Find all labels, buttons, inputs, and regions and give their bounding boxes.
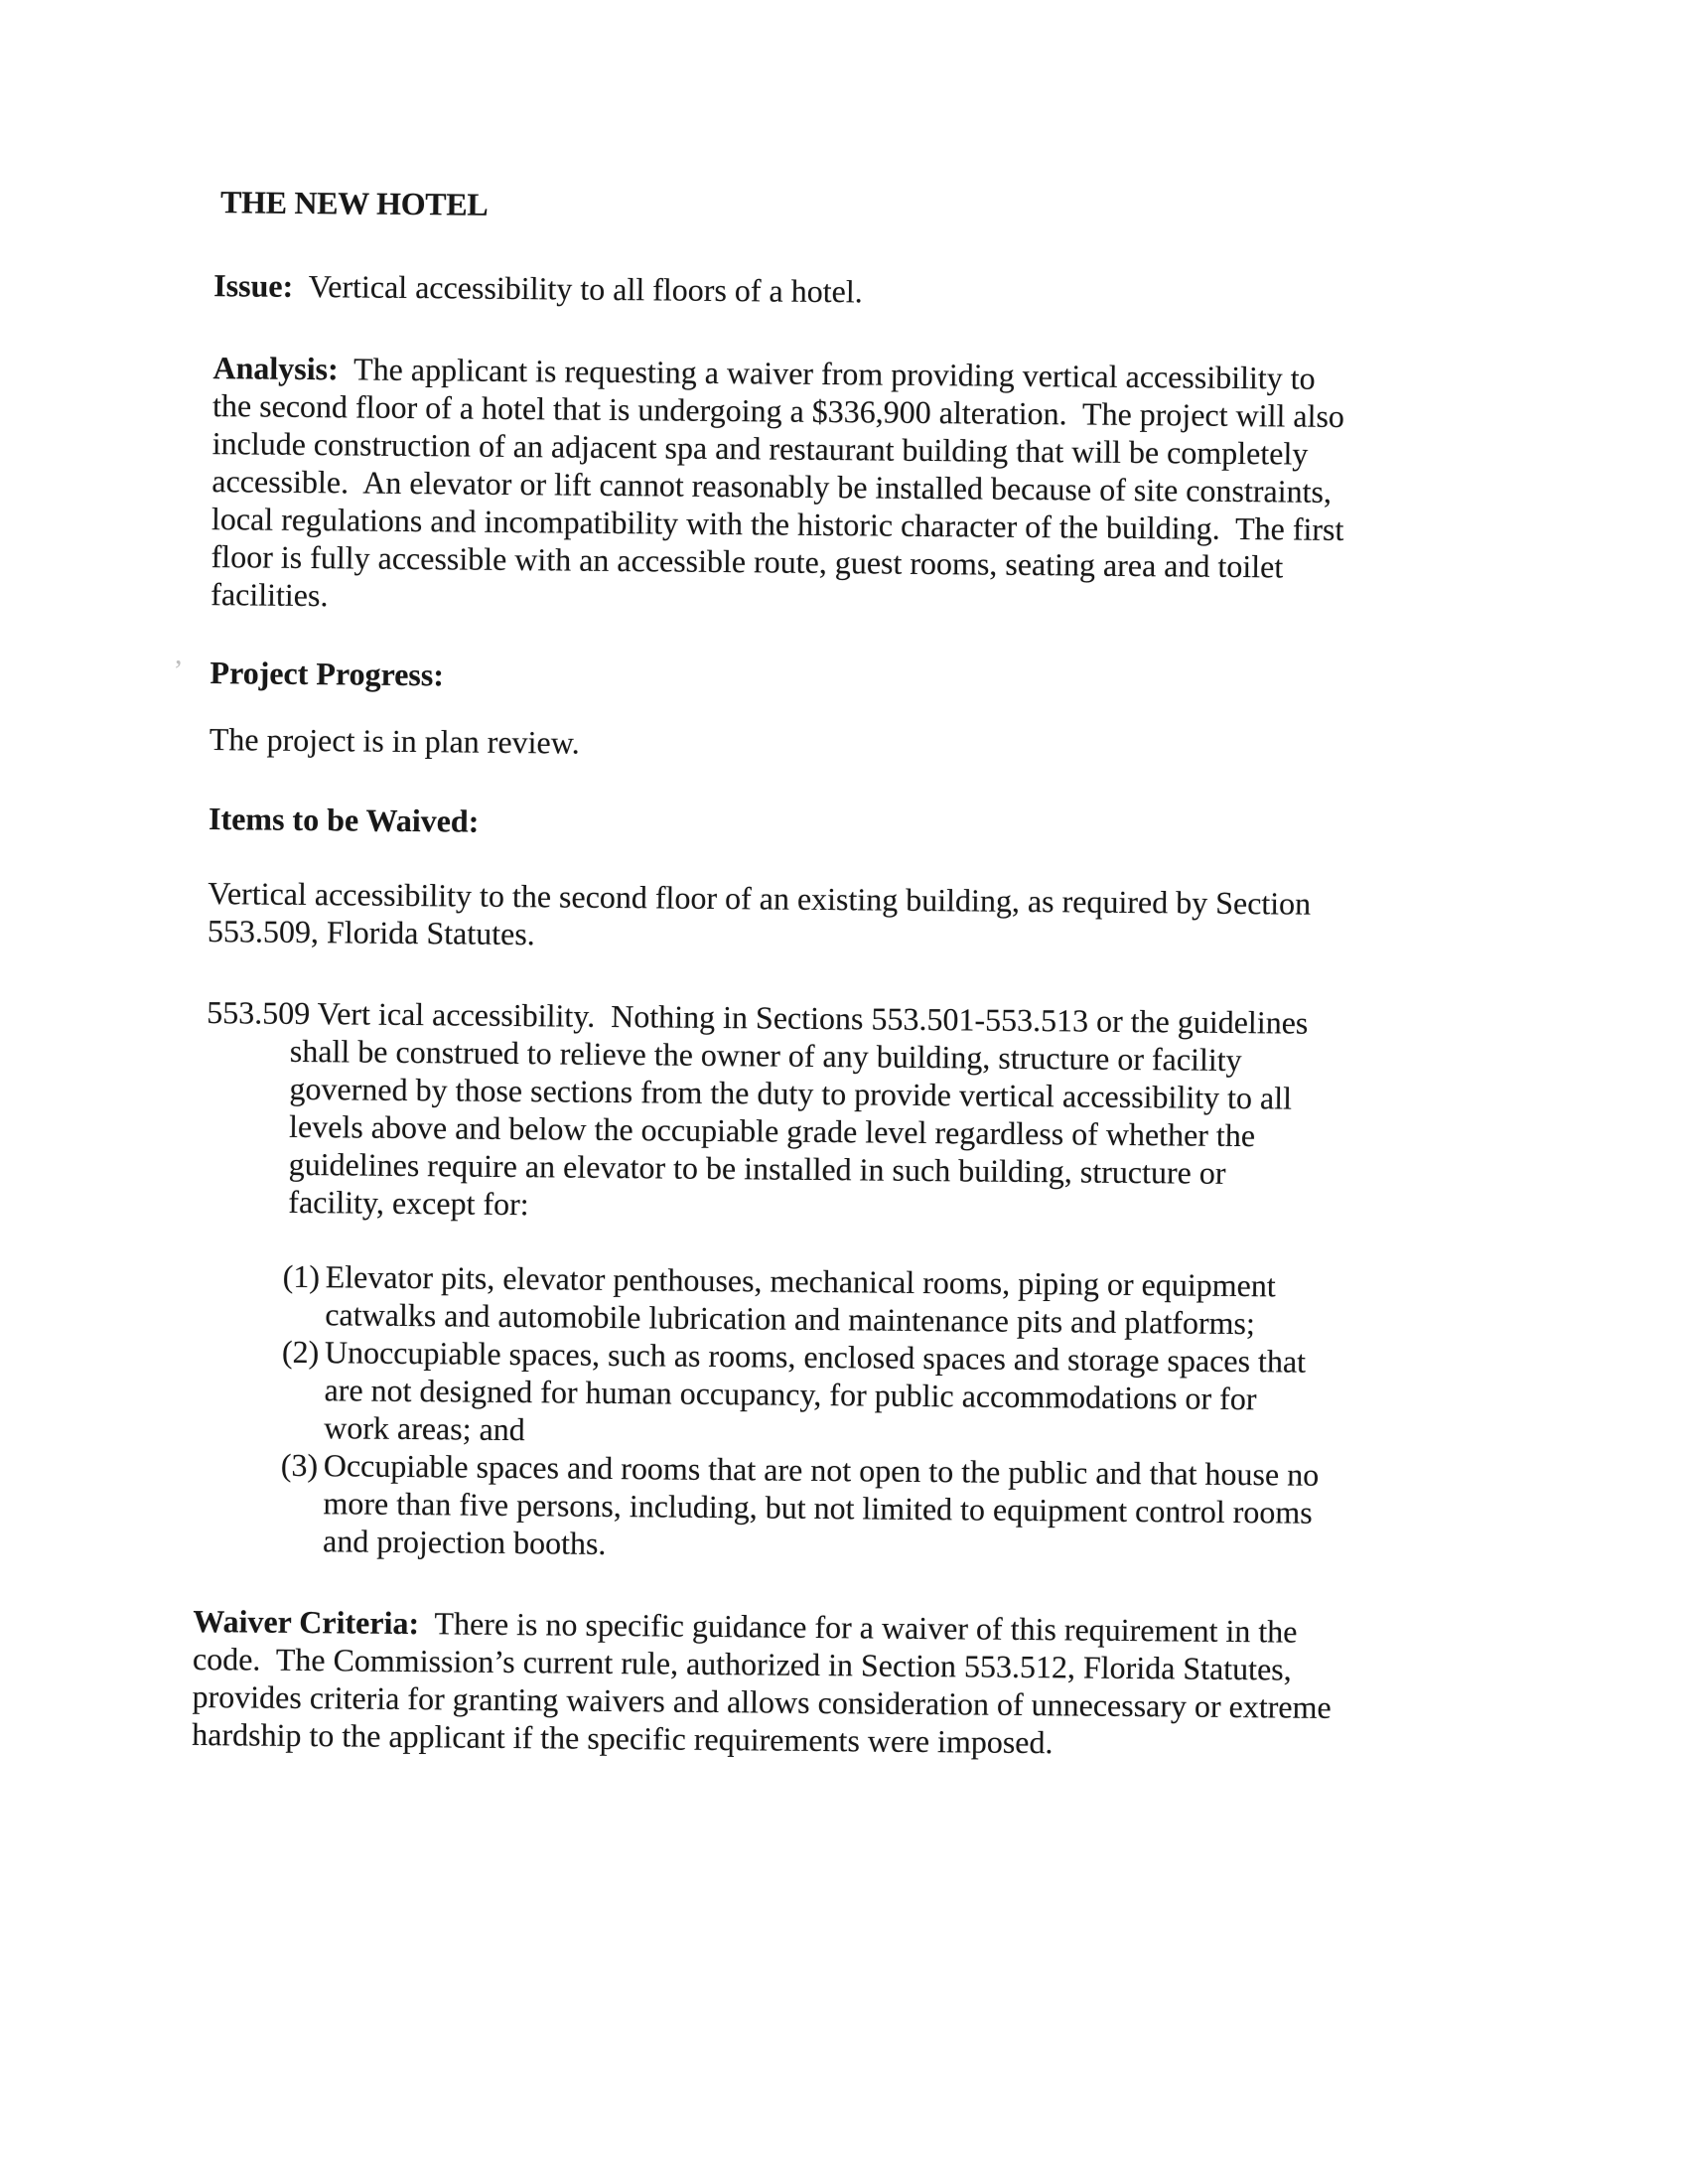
analysis-line: accessible. An elevator or lift cannot reasonably be installed because of site constraints, (211, 463, 1333, 510)
analysis-paragraph (211, 349, 1684, 627)
analysis-line: include construction of an adjacent spa and restaurant building that will be completely (211, 425, 1309, 472)
issue-text: Vertical accessibility to all floors of a hotel. (293, 267, 863, 310)
list-item-text: Unoccupiable spaces, such as rooms, enclosed spaces and storage spaces that (324, 1334, 1307, 1380)
list-item-line: are not designed for human occupancy, for public accommodations or for (324, 1372, 1257, 1417)
list-item-line: and projection booths. (322, 1523, 607, 1561)
list-item-line: more than five persons, including, but not limited to equipment control rooms (323, 1485, 1313, 1530)
issue-label: Issue: (213, 267, 294, 304)
list-item (203, 1332, 1675, 1459)
list-item-number: (2) (281, 1333, 320, 1371)
project-progress-heading: Project Progress: (210, 655, 445, 693)
waiver-line: hardship to the applicant if the specific requirements were imposed. (192, 1715, 1054, 1761)
analysis-line: floor is fully accessible with an accessible route, guest rooms, seating area and toilet (211, 538, 1284, 585)
list-item-line: catwalks and automobile lubrication and maintenance pits and platforms; (325, 1296, 1256, 1342)
analysis-line: the second floor of a hotel that is undergoing a $336,900 alteration. The project will also (211, 387, 1345, 435)
list-item (202, 1445, 1674, 1572)
project-status-text: The project is in plan review. (209, 721, 580, 761)
analysis-line: local regulations and incompatibility with the historic character of the building. The first (211, 501, 1344, 548)
statute-line: guidelines require an elevator to be installed in such building, structure or (288, 1145, 1226, 1191)
waiver-criteria-paragraph (192, 1602, 1672, 1767)
statute-line: levels above and below the occupiable grade level regardless of whether the (288, 1107, 1256, 1154)
statute-line: 553.509 Vert ical accessibility. Nothing in Sections 553.501-553.513 or the guidelines (207, 994, 1309, 1041)
statute-exception-list (202, 1256, 1676, 1572)
statute-line: shall be construed to relieve the owner of any building, structure or facility (289, 1032, 1242, 1079)
list-item-number: (1) (282, 1257, 321, 1295)
items-intro-paragraph (208, 874, 1680, 963)
list-item-text: Occupiable spaces and rooms that are not open to the public and that house no (323, 1447, 1320, 1493)
waiver-line: provides criteria for granting waivers and allows consideration of unnecessary or extreme (192, 1677, 1332, 1725)
waiver-text: There is no specific guidance for a waiver of this requirement in the (418, 1605, 1298, 1650)
statute-line: facility, except for: (288, 1183, 529, 1223)
issue-line (213, 266, 1685, 318)
list-item (204, 1256, 1676, 1346)
scan-artifact: , (175, 638, 183, 670)
analysis-text: The applicant is requesting a waiver from providing vertical accessibility to (338, 351, 1316, 396)
items-intro-line: 553.509, Florida Statutes. (207, 913, 535, 952)
analysis-label: Analysis: (212, 350, 339, 387)
items-to-be-waived-heading: Items to be Waived: (208, 801, 480, 839)
waiver-label: Waiver Criteria: (193, 1602, 420, 1642)
list-item-text: Elevator pits, elevator penthouses, mechanical rooms, piping or equipment (325, 1258, 1276, 1304)
statute-line: governed by those sections from the duty to provide vertical accessibility to all (289, 1070, 1293, 1116)
document-title: THE NEW HOTEL (219, 184, 489, 222)
list-item-number: (3) (280, 1446, 319, 1484)
analysis-line: facilities. (211, 576, 329, 614)
statute-block (205, 993, 1678, 1234)
waiver-line: code. The Commission’s current rule, authorized in Section 553.512, Florida Statutes, (192, 1640, 1292, 1687)
list-item-line: work areas; and (324, 1409, 525, 1448)
items-intro-line: Vertical accessibility to the second floor of an existing building, as required by Section (208, 875, 1312, 922)
